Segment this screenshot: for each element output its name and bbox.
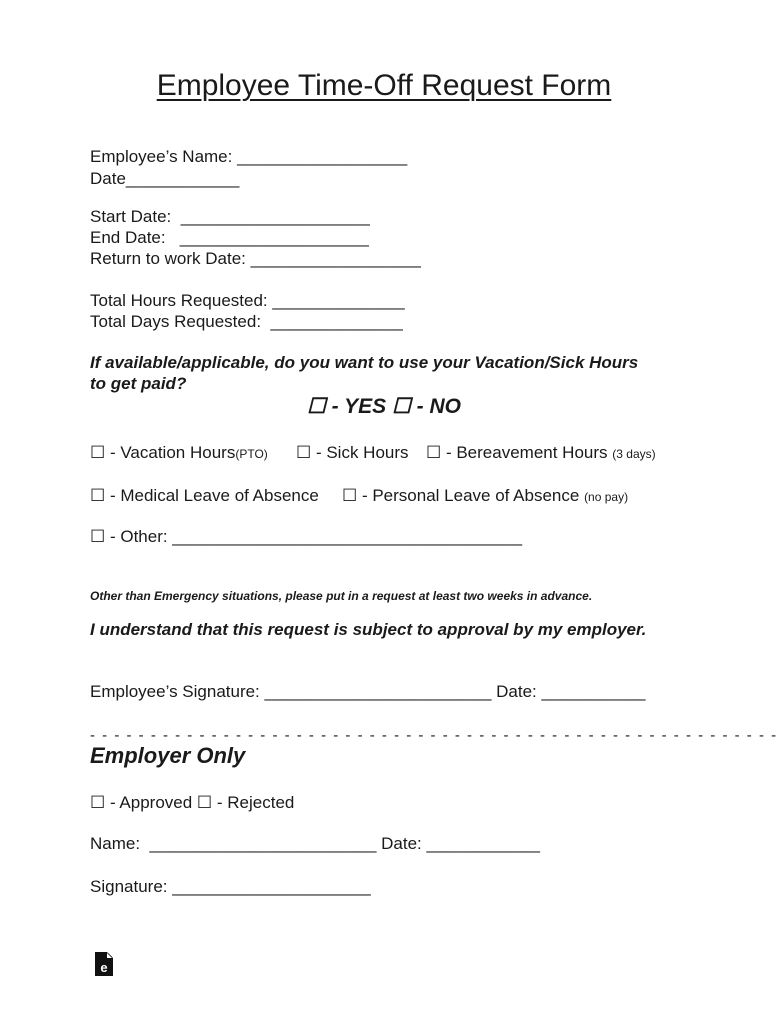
end-date-field[interactable]: End Date: ____________________ — [90, 228, 369, 247]
date-field[interactable]: Date____________ — [90, 169, 240, 188]
personal-note: (no pay) — [584, 490, 629, 504]
other-field[interactable]: ☐ - Other: _____________________________________ — [90, 527, 523, 546]
employee-signature-field[interactable]: Employee’s Signature: ________________________ Date: ___________ — [90, 682, 646, 701]
employer-only-heading: Employer Only — [90, 743, 246, 768]
personal-leave-checkbox[interactable] — [342, 487, 628, 504]
approved-rejected-checkboxes[interactable]: ☐ - Approved ☐ - Rejected — [90, 793, 295, 812]
section-divider: - - - - - - - - - - - - - - - - - - - - - - - - - - - - - - - - - - - - - - - - - - - - - - - - - - - - - - - - - — [90, 727, 778, 744]
start-date-field[interactable]: Start Date: ____________________ — [90, 207, 370, 226]
employer-signature-field[interactable]: Signature: _____________________ — [90, 877, 371, 896]
advance-notice-text: Other than Emergency situations, please put in a request at least two weeks in advance. — [90, 589, 593, 603]
form-title: Employee Time-Off Request Form — [156, 69, 612, 102]
bereavement-hours-checkbox[interactable] — [426, 444, 656, 461]
total-days-field[interactable]: Total Days Requested: ______________ — [90, 312, 403, 331]
yes-no-checkboxes[interactable]: ☐ - YES ☐ - NO — [307, 395, 461, 418]
document-e-logo-icon — [94, 950, 114, 978]
bereavement-label: ☐ - Bereavement Hours — [426, 443, 608, 462]
personal-label: ☐ - Personal Leave of Absence — [342, 486, 580, 505]
employer-name-field[interactable]: Name: ________________________ Date: ____________ — [90, 834, 540, 853]
svg-text:e: e — [100, 960, 108, 975]
return-date-field[interactable]: Return to work Date: __________________ — [90, 249, 421, 268]
employee-name-field[interactable]: Employee’s Name: __________________ — [90, 147, 408, 166]
paid-question-line1: If available/applicable, do you want to use your Vacation/Sick Hours — [90, 353, 639, 372]
sick-hours-checkbox[interactable]: ☐ - Sick Hours — [296, 443, 409, 462]
vacation-label: ☐ - Vacation Hours — [90, 443, 236, 462]
bereavement-note: (3 days) — [612, 447, 656, 461]
vacation-note: (PTO) — [235, 447, 268, 461]
paid-question-line2: to get paid? — [90, 374, 187, 393]
total-hours-field[interactable]: Total Hours Requested: ______________ — [90, 291, 405, 310]
vacation-hours-checkbox[interactable] — [90, 444, 268, 461]
approval-statement: I understand that this request is subject to approval by my employer. — [90, 620, 647, 639]
medical-leave-checkbox[interactable]: ☐ - Medical Leave of Absence — [90, 486, 319, 505]
